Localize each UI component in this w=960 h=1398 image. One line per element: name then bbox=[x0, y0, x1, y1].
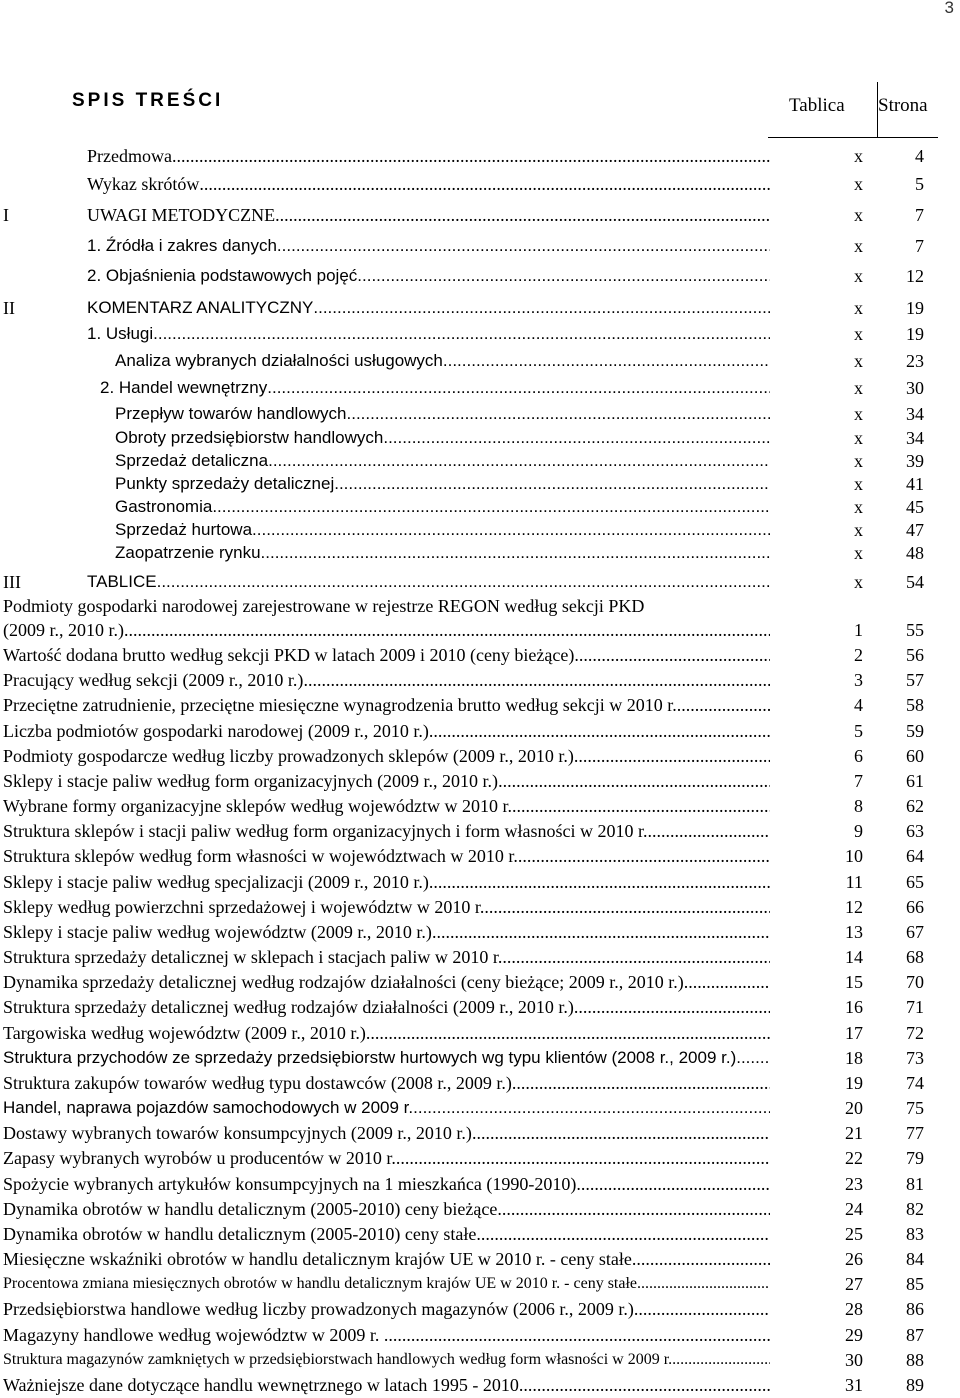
table-entry-title bbox=[3, 794, 770, 818]
table-entry-text: Struktura sprzedaży detalicznej według rodzajów działalności (2009 r., 2010 r.) bbox=[3, 997, 574, 1017]
table-entry-row[interactable] bbox=[0, 1071, 960, 1095]
dot-leader bbox=[124, 618, 770, 642]
table-entry-table-number: 15 bbox=[845, 972, 863, 992]
table-entry-table-number: 3 bbox=[854, 670, 863, 690]
table-entry-text: Sklepy i stacje paliw według województw (2009 r., 2010 r.) bbox=[3, 922, 432, 942]
toc-entry-page-number: 54 bbox=[906, 572, 924, 592]
toc-entry-row[interactable] bbox=[0, 322, 960, 346]
toc-entry-row[interactable] bbox=[0, 203, 960, 227]
toc-entry-table-number: x bbox=[854, 572, 863, 592]
toc-entry-table-number: x bbox=[854, 543, 863, 563]
dot-leader bbox=[518, 844, 770, 868]
table-entry-row[interactable] bbox=[0, 1172, 960, 1196]
table-entry-text: Miesięczne wskaźniki obrotów w handlu detalicznym krajów UE w 2010 r. - ceny stałe bbox=[3, 1249, 632, 1269]
table-entry-title bbox=[3, 1297, 770, 1321]
toc-entry-row[interactable] bbox=[0, 472, 960, 496]
table-entry-title bbox=[3, 1071, 770, 1095]
table-entry-text: Sklepy według powierzchni sprzedażowej i województw w 2010 r. bbox=[3, 897, 485, 917]
table-entry-table-number: 16 bbox=[845, 997, 863, 1017]
table-entry-page-number: 83 bbox=[906, 1224, 924, 1244]
table-entry-text: Liczba podmiotów gospodarki narodowej (2009 r., 2010 r.) bbox=[3, 721, 429, 741]
dot-leader bbox=[252, 518, 770, 542]
toc-entry-table-number: x bbox=[854, 146, 863, 166]
table-entry-title bbox=[3, 920, 770, 944]
table-entry-row[interactable] bbox=[0, 693, 960, 717]
dot-leader bbox=[212, 495, 770, 519]
dot-leader bbox=[396, 1146, 770, 1170]
table-entry-text: Podmioty gospodarcze według liczby prowadzonych sklepów (2009 r., 2010 r.) bbox=[3, 746, 574, 766]
table-entry-title bbox=[3, 769, 770, 793]
table-entry-page-number: 74 bbox=[906, 1073, 924, 1093]
toc-entry-text: Gastronomia bbox=[115, 497, 213, 516]
toc-entry-title bbox=[115, 472, 770, 496]
dot-leader bbox=[357, 264, 770, 288]
table-entry-title bbox=[3, 995, 770, 1019]
table-entry-text: Wybrane formy organizacyjne sklepów według województw w 2010 r. bbox=[3, 796, 512, 816]
table-entry-page-number: 77 bbox=[906, 1123, 924, 1143]
table-entry-page-number: 85 bbox=[906, 1274, 924, 1294]
toc-entry-row[interactable] bbox=[0, 296, 960, 320]
toc-entry-text: 2. Handel wewnętrzny bbox=[100, 378, 268, 397]
toc-entry-title bbox=[115, 518, 770, 542]
table-entry-table-number: 19 bbox=[845, 1073, 863, 1093]
toc-entry-title bbox=[115, 541, 770, 565]
table-entry-title bbox=[3, 1021, 770, 1045]
toc-entry-row[interactable] bbox=[0, 172, 960, 196]
toc-entry-text: Analiza wybranych działalności usługowych bbox=[115, 351, 443, 370]
table-entry-text: (2009 r., 2010 r.) bbox=[3, 620, 124, 640]
toc-entry-title bbox=[115, 495, 770, 519]
table-entry-title bbox=[3, 719, 770, 743]
table-entry-row[interactable] bbox=[0, 1046, 960, 1070]
table-entry-row[interactable] bbox=[0, 1146, 960, 1170]
toc-entry-text: TABLICE bbox=[87, 572, 157, 591]
table-entry-row[interactable] bbox=[0, 1323, 960, 1347]
dot-leader bbox=[383, 426, 770, 450]
table-entry-title bbox=[3, 1373, 770, 1397]
table-entry-table-number: 23 bbox=[845, 1174, 863, 1194]
table-entry-page-number: 89 bbox=[906, 1375, 924, 1395]
toc-entry-text: Przepływ towarów handlowych bbox=[115, 404, 347, 423]
toc-entry-table-number: x bbox=[854, 236, 863, 256]
table-entry-title bbox=[3, 744, 770, 768]
table-entry-row[interactable] bbox=[0, 995, 960, 1019]
toc-entry-title bbox=[87, 234, 770, 258]
table-entry-text: Przeciętne zatrudnienie, przeciętne miesięczne wynagrodzenia brutto według sekcji w 2010 r. bbox=[3, 695, 677, 715]
table-entry-table-number: 1 bbox=[854, 620, 863, 640]
table-entry-table-number: 10 bbox=[845, 846, 863, 866]
table-entry-text: Sklepy i stacje paliw według specjalizacji (2009 r., 2010 r.) bbox=[3, 872, 429, 892]
toc-entry-row[interactable] bbox=[0, 234, 960, 258]
table-entry-row[interactable] bbox=[0, 945, 960, 969]
table-entry-page-number: 66 bbox=[906, 897, 924, 917]
toc-entry-table-number: x bbox=[854, 351, 863, 371]
table-entry-row[interactable] bbox=[0, 744, 960, 768]
table-entry-title bbox=[3, 618, 770, 642]
table-entry-title bbox=[3, 844, 770, 868]
table-entry-row[interactable] bbox=[0, 1247, 960, 1271]
dot-leader bbox=[275, 203, 770, 227]
table-entry-table-number: 20 bbox=[845, 1098, 863, 1118]
table-entry-page-number: 87 bbox=[906, 1325, 924, 1345]
toc-entry-table-number: x bbox=[854, 298, 863, 318]
table-entry-text: Struktura przychodów ze sprzedaży przedsiębiorstw hurtowych wg typu klientów (2008 r., 2009 r.) bbox=[3, 1048, 737, 1067]
table-entry-title bbox=[3, 895, 770, 919]
table-entry-table-number: 7 bbox=[854, 771, 863, 791]
table-entry-row[interactable] bbox=[0, 1373, 960, 1397]
table-entry-table-number: 4 bbox=[854, 695, 863, 715]
dot-leader bbox=[172, 144, 770, 168]
table-entry-table-number: 14 bbox=[845, 947, 863, 967]
table-entry-title bbox=[3, 1348, 770, 1372]
dot-leader bbox=[267, 376, 770, 400]
toc-entry-page-number: 34 bbox=[906, 404, 924, 424]
toc-entry-title bbox=[115, 349, 770, 373]
toc-entry-row[interactable] bbox=[0, 426, 960, 450]
table-entry-table-number: 11 bbox=[845, 872, 863, 892]
table-entry-row[interactable] bbox=[0, 643, 960, 667]
table-entry-title bbox=[3, 1096, 770, 1120]
dot-leader bbox=[498, 769, 770, 793]
table-entry-title bbox=[3, 1272, 770, 1296]
dot-leader bbox=[634, 1297, 770, 1321]
table-entry-page-number: 60 bbox=[906, 746, 924, 766]
table-entry-page-number: 64 bbox=[906, 846, 924, 866]
table-entry-row[interactable] bbox=[0, 1272, 960, 1296]
table-entry-title bbox=[3, 1247, 770, 1271]
dot-leader bbox=[153, 322, 770, 346]
table-entry-page-number: 58 bbox=[906, 695, 924, 715]
table-entry-row[interactable] bbox=[0, 870, 960, 894]
table-entry-page-number: 70 bbox=[906, 972, 924, 992]
table-entry-table-number: 28 bbox=[845, 1299, 863, 1319]
table-entry-text: Pracujący według sekcji (2009 r., 2010 r.) bbox=[3, 670, 304, 690]
table-entry-title bbox=[3, 1146, 770, 1170]
dot-leader bbox=[413, 1096, 770, 1120]
dot-leader bbox=[502, 945, 770, 969]
header-vertical-rule bbox=[877, 82, 878, 138]
toc-entry-title bbox=[87, 570, 770, 594]
toc-entry-page-number: 48 bbox=[906, 543, 924, 563]
table-entry-text: Dynamika obrotów w handlu detalicznym (2005-2010) ceny stałe bbox=[3, 1224, 477, 1244]
toc-entry-text: Wykaz skrótów bbox=[87, 174, 200, 194]
toc-entry-title bbox=[87, 264, 770, 288]
table-entry-table-number: 13 bbox=[845, 922, 863, 942]
table-entry-page-number: 86 bbox=[906, 1299, 924, 1319]
toc-entry-row[interactable] bbox=[0, 402, 960, 426]
table-entry-row[interactable] bbox=[0, 1096, 960, 1120]
page-number: 3 bbox=[944, 0, 954, 17]
table-entry-text: Dynamika obrotów w handlu detalicznym (2005-2010) ceny bieżące bbox=[3, 1199, 498, 1219]
table-entry-table-number: 9 bbox=[854, 821, 863, 841]
toc-entry-row[interactable] bbox=[0, 570, 960, 594]
toc-entry-title bbox=[115, 426, 770, 450]
toc-entry-row[interactable] bbox=[0, 376, 960, 400]
table-entry-table-number: 24 bbox=[845, 1199, 863, 1219]
table-entry-table-number: 12 bbox=[845, 897, 863, 917]
table-entry-title bbox=[3, 819, 770, 843]
dot-leader bbox=[476, 1222, 770, 1246]
dot-leader bbox=[574, 744, 770, 768]
toc-entry-page-number: 7 bbox=[915, 236, 924, 256]
table-entry-text: Struktura zakupów towarów według typu dostawców (2008 r., 2009 r.) bbox=[3, 1073, 512, 1093]
table-entry-title bbox=[3, 693, 770, 717]
table-entry-page-number: 59 bbox=[906, 721, 924, 741]
dot-leader bbox=[574, 643, 770, 667]
dot-leader bbox=[632, 1247, 770, 1271]
dot-leader bbox=[432, 920, 770, 944]
table-entry-text: Procentowa zmiana miesięcznych obrotów w handlu detalicznym krajów UE w 2010 r. - ceny stałe bbox=[3, 1275, 638, 1292]
toc-entry-title bbox=[100, 376, 770, 400]
table-entry-page-number: 63 bbox=[906, 821, 924, 841]
table-entry-table-number: 26 bbox=[845, 1249, 863, 1269]
toc-entry-row[interactable] bbox=[0, 541, 960, 565]
table-entry-page-number: 88 bbox=[906, 1350, 924, 1370]
table-entry-title bbox=[3, 1222, 770, 1246]
toc-entry-row[interactable] bbox=[0, 144, 960, 168]
toc-entry-row[interactable] bbox=[0, 495, 960, 519]
table-entry-page-number: 84 bbox=[906, 1249, 924, 1269]
table-entry-page-number: 65 bbox=[906, 872, 924, 892]
table-entry-text: Dynamika sprzedaży detalicznej według rodzajów działalności (ceny bieżące; 2009 r., 2010 r.) bbox=[3, 972, 684, 992]
table-entry-text: Struktura sklepów według form własności w województwach w 2010 r. bbox=[3, 846, 518, 866]
table-entry-text: Struktura sprzedaży detalicznej w sklepach i stacjach paliw w 2010 r. bbox=[3, 947, 503, 967]
dot-leader bbox=[519, 1373, 770, 1397]
table-entry-title bbox=[3, 1121, 770, 1145]
table-entry-row[interactable] bbox=[0, 844, 960, 868]
table-entry-title bbox=[3, 1323, 770, 1347]
table-entry-text: Struktura sklepów i stacji paliw według form organizacyjnych i form własności w 2010 r. bbox=[3, 821, 648, 841]
toc-entry-title bbox=[87, 322, 770, 346]
dot-leader bbox=[672, 1348, 770, 1372]
toc-entry-table-number: x bbox=[854, 404, 863, 424]
table-entry-page-number: 56 bbox=[906, 645, 924, 665]
toc-entry-title bbox=[87, 296, 770, 320]
toc-entry-table-number: x bbox=[854, 205, 863, 225]
toc-entry-table-number: x bbox=[854, 474, 863, 494]
toc-entry-table-number: x bbox=[854, 520, 863, 540]
table-entry-page-number: 75 bbox=[906, 1098, 924, 1118]
table-entry-row[interactable] bbox=[0, 1197, 960, 1221]
table-entry-table-number: 18 bbox=[845, 1048, 863, 1068]
dot-leader bbox=[199, 172, 770, 196]
toc-entry-page-number: 12 bbox=[906, 266, 924, 286]
toc-entry-title bbox=[115, 449, 770, 473]
table-entry-page-number: 79 bbox=[906, 1148, 924, 1168]
table-entry-row[interactable] bbox=[0, 1021, 960, 1045]
toc-entry-table-number: x bbox=[854, 324, 863, 344]
dot-leader bbox=[366, 1021, 770, 1045]
toc-entry-page-number: 23 bbox=[906, 351, 924, 371]
toc-entry-page-number: 5 bbox=[915, 174, 924, 194]
table-entry-text: Struktura magazynów zamkniętych w przedsiębiorstwach handlowych według form własności w 2009 r. bbox=[3, 1351, 673, 1368]
table-entry-table-number: 22 bbox=[845, 1148, 863, 1168]
table-entry-text: Dostawy wybranych towarów konsumpcyjnych (2009 r., 2010 r.) bbox=[3, 1123, 472, 1143]
toc-entry-title bbox=[87, 144, 770, 168]
table-entry-text: Zapasy wybranych wyrobów u producentów w 2010 r. bbox=[3, 1148, 396, 1168]
table-entry-text: Przedsiębiorstwa handlowe według liczby prowadzonych magazynów (2006 r., 2009 r.) bbox=[3, 1299, 634, 1319]
dot-leader bbox=[334, 472, 770, 496]
dot-leader bbox=[313, 296, 770, 320]
table-entry-table-number: 17 bbox=[845, 1023, 863, 1043]
dot-leader bbox=[303, 668, 770, 692]
table-entry-title bbox=[3, 1172, 770, 1196]
toc-entry-table-number: x bbox=[854, 266, 863, 286]
column-header-tablica: Tablica bbox=[789, 95, 845, 116]
dot-leader bbox=[497, 1197, 770, 1221]
toc-entry-text: Obroty przedsiębiorstw handlowych bbox=[115, 428, 384, 447]
toc-entry-row[interactable] bbox=[0, 349, 960, 373]
toc-entry-page-number: 7 bbox=[915, 205, 924, 225]
toc-entry-table-number: x bbox=[854, 451, 863, 471]
dot-leader bbox=[677, 693, 770, 717]
toc-entry-page-number: 41 bbox=[906, 474, 924, 494]
toc-entry-row[interactable] bbox=[0, 264, 960, 288]
table-entry-page-number: 71 bbox=[906, 997, 924, 1017]
table-entry-table-number: 30 bbox=[845, 1350, 863, 1370]
table-entry-page-number: 72 bbox=[906, 1023, 924, 1043]
table-entry-table-number: 27 bbox=[845, 1274, 863, 1294]
table-entry-page-number: 61 bbox=[906, 771, 924, 791]
table-entry-table-number: 2 bbox=[854, 645, 863, 665]
toc-entry-text: 2. Objaśnienia podstawowych pojęć bbox=[87, 266, 358, 285]
toc-entry-table-number: x bbox=[854, 174, 863, 194]
chapter-numeral: I bbox=[3, 205, 9, 225]
toc-entry-row[interactable] bbox=[0, 518, 960, 542]
table-entry-row[interactable] bbox=[0, 970, 960, 994]
chapter-numeral: II bbox=[3, 298, 15, 318]
toc-entry-title bbox=[115, 402, 770, 426]
dot-leader bbox=[157, 570, 770, 594]
toc-entry-title bbox=[87, 172, 770, 196]
table-entry-table-number: 8 bbox=[854, 796, 863, 816]
table-entry-page-number: 62 bbox=[906, 796, 924, 816]
toc-entry-page-number: 39 bbox=[906, 451, 924, 471]
table-entry-row[interactable] bbox=[0, 668, 960, 692]
dot-leader bbox=[261, 541, 770, 565]
table-entry-text: Ważniejsze dane dotyczące handlu wewnętrznego w latach 1995 - 2010 bbox=[3, 1375, 519, 1395]
table-entry-table-number: 25 bbox=[845, 1224, 863, 1244]
toc-entry-row[interactable] bbox=[0, 449, 960, 473]
dot-leader bbox=[472, 1121, 770, 1145]
toc-entry-page-number: 30 bbox=[906, 378, 924, 398]
toc-entry-title bbox=[87, 203, 770, 227]
table-entry-table-number: 5 bbox=[854, 721, 863, 741]
dot-leader bbox=[512, 794, 770, 818]
table-entry-row[interactable] bbox=[0, 1121, 960, 1145]
table-entry-first-line: Podmioty gospodarki narodowej zarejestrowane w rejestrze REGON według sekcji PKD bbox=[3, 596, 645, 616]
table-entry-text: Wartość dodana brutto według sekcji PKD w latach 2009 i 2010 (ceny bieżące) bbox=[3, 645, 575, 665]
table-entry-title bbox=[3, 945, 770, 969]
chapter-numeral: III bbox=[3, 572, 21, 592]
column-header-strona: Strona bbox=[878, 95, 928, 116]
dot-leader bbox=[443, 349, 770, 373]
toc-entry-table-number: x bbox=[854, 378, 863, 398]
toc-entry-page-number: 45 bbox=[906, 497, 924, 517]
dot-leader bbox=[388, 1323, 770, 1347]
table-entry-page-number: 67 bbox=[906, 922, 924, 942]
table-entry-title bbox=[3, 870, 770, 894]
table-entry-title bbox=[3, 643, 770, 667]
toc-entry-table-number: x bbox=[854, 497, 863, 517]
table-entry-page-number: 82 bbox=[906, 1199, 924, 1219]
header-horizontal-rule bbox=[768, 137, 938, 138]
dot-leader bbox=[684, 970, 770, 994]
table-entry-table-number: 21 bbox=[845, 1123, 863, 1143]
dot-leader bbox=[484, 895, 770, 919]
dot-leader bbox=[512, 1071, 770, 1095]
toc-entry-text: Przedmowa bbox=[87, 146, 172, 166]
toc-entry-text: 1. Usługi bbox=[87, 324, 154, 343]
toc-title: SPIS TREŚCI bbox=[72, 90, 224, 111]
dot-leader bbox=[347, 402, 771, 426]
toc-entry-page-number: 34 bbox=[906, 428, 924, 448]
table-entry-row[interactable] bbox=[0, 895, 960, 919]
dot-leader bbox=[429, 719, 770, 743]
toc-entry-text: 1. Źródła i zakres danych bbox=[87, 236, 277, 255]
table-entry-row[interactable] bbox=[0, 1222, 960, 1246]
toc-entry-text: Zaopatrzenie rynku bbox=[115, 543, 261, 562]
table-entry-table-number: 6 bbox=[854, 746, 863, 766]
table-entry-row[interactable] bbox=[0, 618, 960, 642]
table-entry-page-number: 68 bbox=[906, 947, 924, 967]
dot-leader bbox=[736, 1046, 770, 1070]
toc-entry-text: Punkty sprzedaży detalicznej bbox=[115, 474, 335, 493]
toc-entry-text: Sprzedaż hurtowa bbox=[115, 520, 253, 539]
dot-leader bbox=[268, 449, 770, 473]
table-entry-text: Handel, naprawa pojazdów samochodowych w 2009 r. bbox=[3, 1098, 414, 1117]
dot-leader bbox=[574, 995, 770, 1019]
table-entry-page-number: 73 bbox=[906, 1048, 924, 1068]
toc-entry-table-number: x bbox=[854, 428, 863, 448]
table-entry-text: Targowiska według województw (2009 r., 2010 r.) bbox=[3, 1023, 366, 1043]
toc-entry-page-number: 47 bbox=[906, 520, 924, 540]
table-entry-title bbox=[3, 668, 770, 692]
table-entry-row[interactable] bbox=[0, 1348, 960, 1372]
dot-leader bbox=[648, 819, 770, 843]
table-entry-row[interactable] bbox=[0, 719, 960, 743]
toc-entry-text: Sprzedaż detaliczna bbox=[115, 451, 269, 470]
table-entry-title bbox=[3, 970, 770, 994]
toc-entry-page-number: 19 bbox=[906, 324, 924, 344]
toc-entry-text: UWAGI METODYCZNE bbox=[87, 205, 276, 225]
dot-leader bbox=[637, 1272, 770, 1296]
toc-entry-page-number: 19 bbox=[906, 298, 924, 318]
dot-leader bbox=[429, 870, 770, 894]
table-entry-page-number: 55 bbox=[906, 620, 924, 640]
table-entry-row[interactable] bbox=[0, 794, 960, 818]
toc-entry-text: KOMENTARZ ANALITYCZNY bbox=[87, 298, 314, 317]
table-entry-table-number: 31 bbox=[845, 1375, 863, 1395]
table-entry-table-number: 29 bbox=[845, 1325, 863, 1345]
table-entry-text: Magazyny handlowe według województw w 2009 r. . bbox=[3, 1325, 389, 1345]
table-entry-row[interactable] bbox=[0, 920, 960, 944]
table-entry-title bbox=[3, 1197, 770, 1221]
dot-leader bbox=[576, 1172, 770, 1196]
table-entry-page-number: 57 bbox=[906, 670, 924, 690]
table-entry-row[interactable] bbox=[0, 1297, 960, 1321]
table-entry-text: Spożycie wybranych artykułów konsumpcyjnych na 1 mieszkańca (1990-2010) bbox=[3, 1174, 577, 1194]
toc-entry-page-number: 4 bbox=[915, 146, 924, 166]
table-entry-page-number: 81 bbox=[906, 1174, 924, 1194]
table-entry-text: Sklepy i stacje paliw według form organizacyjnych (2009 r., 2010 r.) bbox=[3, 771, 499, 791]
table-entry-title bbox=[3, 1046, 770, 1070]
table-entry-row[interactable] bbox=[0, 819, 960, 843]
dot-leader bbox=[277, 234, 770, 258]
table-entry-row[interactable] bbox=[0, 769, 960, 793]
